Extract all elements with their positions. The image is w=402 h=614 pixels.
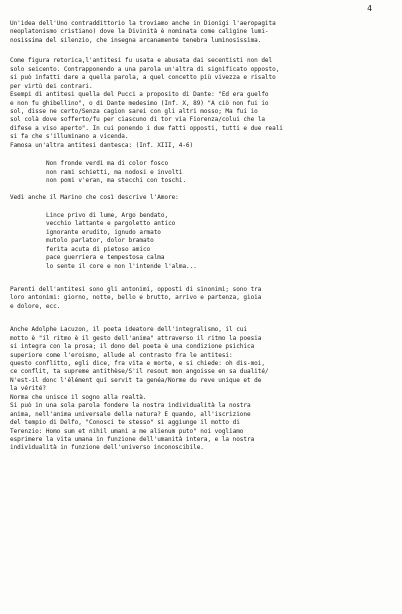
text-line: neoplatonismo cristiano) dove la Divinità è nominata come caligine lumi-: [10, 28, 269, 36]
text-line: individualità in funzione dell'universo inconoscibile.: [10, 444, 204, 452]
text-line: solo seicento. Contrapponendo a una parola un'altra di significato opposto,: [10, 65, 280, 73]
paragraph: [10, 194, 396, 202]
spacer: [10, 311, 396, 326]
text-line: questo conflitto, egli dice, fra vita e morte, e si chiede: oh dis-moi,: [10, 360, 265, 367]
paragraph: [10, 57, 396, 150]
document-body: [10, 20, 396, 453]
text-line: si integra con la prosa; il dono del poeta è una condizione psichica: [10, 343, 255, 351]
spacer: [10, 150, 396, 160]
verse-block: [10, 212, 396, 271]
text-line: nosissima del silenzio, che insegna arcanamente tenebra luminosissima.: [10, 36, 262, 44]
text-line: e non fu ghibellino", o di Dante medesimo (Inf. X, 89) "A ciò non fui io: [10, 99, 269, 107]
verse-line: pace guerriera e tempestosa calma: [46, 254, 165, 262]
text-line: anima, nell'anima universale della natura? E quando, all'iscrizione: [10, 410, 251, 418]
verse-line: non pomi v'eran, ma stecchi con toschi.: [46, 177, 187, 184]
paragraph: [10, 326, 396, 453]
text-line: Terenzio: Homo sum et nihil umani a me alienum puto" noi vogliamo: [10, 427, 244, 435]
text-line: la vérité?: [10, 385, 46, 393]
verse-line: ignorante erudito, ignudo armato: [46, 228, 161, 236]
text-line: ce conflit, ta supreme antithèse/S'il resout mon angoisse en sa dualité/: [10, 368, 269, 376]
text-line: N'est-il donc l'élément qui servit ta genéa/Norme du reve unique et de: [10, 376, 262, 384]
text-line: si fa che s'illuminano a vicenda.: [10, 133, 129, 141]
text-line: Si può in una sola parola fondere la nostra individualità la nostra: [10, 402, 251, 410]
verse-line: vecchio lattante e pargoletto antico: [46, 220, 176, 228]
text-line: Un'idea dell'Uno contraddittorio la troviamo anche in Dionigi l'aeropagita: [10, 20, 276, 27]
verse-line: ferita acuta di pietoso amico: [46, 245, 151, 253]
text-line: loro antonimi: giorno, notte, bello e brutto, arrivo e partenza, gioia: [10, 294, 262, 302]
text-line: Parenti dell'antitesi sono gli antonimi, opposti di sinonimi; sono tra: [10, 285, 262, 293]
text-line: esprimere la vita umana in funzione dell'umanità intera, e la nostra: [10, 435, 255, 443]
text-line: sol colà dove sofferto/fu per ciascuno di tor via Fiorenza/colui che la: [10, 116, 265, 124]
text-line: Anche Adolphe Lacuzon, il poeta ideatore dell'integralismo, il cui: [10, 326, 247, 334]
text-line: superiore come l'eroismo, allude al contrasto fra le antitesi:: [10, 351, 233, 359]
text-line: sol, disse ne certo/Senza cagion sarei con gli altri mosso; Ma fui io: [10, 107, 258, 115]
text-line: Vedi anche il Marino che così descrive l'Amore:: [10, 194, 179, 202]
spacer: [10, 45, 396, 57]
text-line: si può infatti dare a quella parola, a quel concetto più vivezza e risalto: [10, 74, 276, 82]
verse-line: mutolo parlator, dolor bramato: [46, 237, 154, 245]
text-line: Come figura retorica,l'antitesi fu usata e abusata dai secentisti non del: [10, 57, 273, 65]
verse-line: Non fronde verdi ma di color fosco: [46, 160, 169, 168]
paragraph: [10, 286, 396, 311]
verse-line: Lince privo di lume, Argo bendato,: [46, 211, 169, 219]
text-line: motto è "il ritmo è il gesto dell'anima" attraverso il ritmo la poesia: [10, 334, 262, 342]
text-line: Famosa un'altra antitesi dantesca: (Inf. XIII, 4-6): [10, 141, 194, 149]
text-line: Esempi di antitesi quella del Pucci a proposito di Dante: "Ed era guelfo: [10, 91, 269, 99]
verse-line: non rami schietti, ma nodosi e involti: [46, 168, 183, 176]
verse-block: [10, 160, 396, 185]
text-line: e dolore, ecc.: [10, 302, 61, 310]
text-line: difese a viso aperto". In cui ponendo i due fatti opposti, tutti e due reali: [10, 124, 283, 132]
spacer: [10, 203, 396, 212]
text-line: per virtù dei contrari.: [10, 82, 93, 90]
spacer: [10, 271, 396, 286]
paragraph: [10, 20, 396, 45]
text-line: Norma che unisce il sogno alla realtà.: [10, 393, 147, 401]
text-line: del tempio di Delfo, "Conosci te stesso" si aggiunge il motto di: [10, 419, 240, 427]
page-number: 4: [367, 4, 372, 13]
verse-line: lo sente il core e non l'intende l'alma...: [46, 262, 197, 270]
